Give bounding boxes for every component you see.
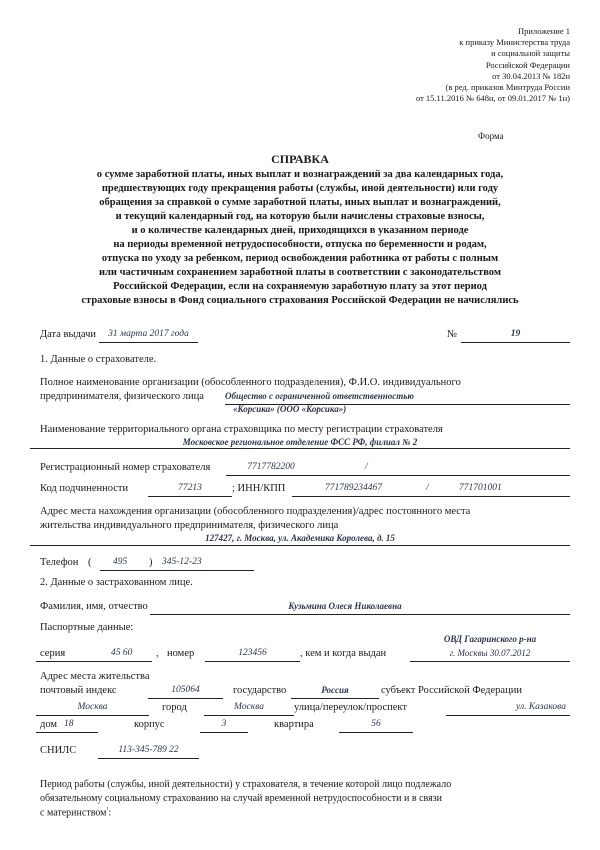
org-name-label-2: предпринимателя, физического лица — [40, 391, 204, 402]
street-value: ул. Казакова — [515, 702, 566, 712]
apartment-label: квартира — [274, 719, 314, 730]
header-line: и социальной защиты — [491, 48, 570, 59]
federal-subject-label: субъект Российской Федерации — [381, 685, 522, 696]
header-line: от 30.04.2013 № 182н — [492, 70, 570, 81]
building-label: корпус — [134, 719, 165, 730]
house-label: дом — [40, 719, 58, 730]
appendix-header — [416, 26, 570, 104]
work-period-colon: : — [108, 807, 112, 819]
org-name-value-1: Общество с ограниченной ответственностью — [225, 391, 414, 401]
subordination-code-value: 77213 — [178, 483, 202, 493]
territorial-body-label: Наименование территориального органа страховщика по месту регистрации страхователя — [40, 424, 443, 435]
snils-label: СНИЛС — [40, 745, 77, 756]
inn-kpp-label: ; ИНН/КПП — [232, 483, 286, 494]
passport-number-value: 123456 — [238, 648, 267, 658]
org-name-value-2: «Корсика» (ООО «Корсика») — [233, 404, 347, 414]
org-address-label-2: жительства индивидуального предпринимателя, физического лица — [40, 520, 339, 531]
section1-heading: 1. Данные о страхователе. — [40, 354, 157, 365]
kpp-value: 771701001 — [459, 483, 502, 493]
fio-label: Фамилия, имя, отчество — [40, 601, 148, 612]
title-line: страховые взносы в Фонд социального страхования Российской Федерации не начислялись — [81, 295, 519, 306]
country-label: государство — [233, 685, 287, 696]
inn-kpp-slash: / — [426, 483, 429, 493]
issue-date-label: Дата выдачи — [40, 329, 97, 340]
work-period-text-1: Период работы (службы, иной деятельности) у страхователя, в течение которой лицо подлежало — [40, 779, 452, 790]
title-line: и о количестве календарных дней, приходящихся в указанном периоде — [131, 225, 469, 236]
org-address-label: Адрес места нахождения организации (обособленного подразделения)/адрес постоянного места — [40, 506, 471, 517]
org-name-label: Полное наименование организации (обособленного подразделения), Ф.И.О. индивидуального — [40, 377, 461, 388]
title-line: на периоды временной нетрудоспособности, отпуска по беременности и родам, — [113, 239, 487, 250]
phone-close-paren: ) — [149, 557, 153, 568]
city-label: город — [162, 702, 187, 713]
title-line: о сумме заработной платы, иных выплат и вознаграждений за два календарных года, — [96, 169, 504, 180]
passport-label: Паспортные данные: — [40, 622, 134, 633]
title-line: или частичным сохранением заработной платы в соответствии с законодательством — [98, 267, 502, 278]
title-line: предшествующих году прекращения работы (службы, иной деятельности) или году — [101, 183, 499, 194]
phone-code-value: 495 — [113, 557, 128, 567]
inn-value: 771789234467 — [325, 483, 382, 493]
phone-label: Телефон — [40, 557, 79, 568]
territorial-body-value: Московское региональное отделение ФСС РФ, филиал № 2 — [182, 437, 418, 447]
org-address-value: 127427, г. Москва, ул. Академика Королева, д. 15 — [205, 533, 395, 543]
form-label: Форма — [478, 131, 504, 141]
footnote-marker: ¹ — [106, 807, 109, 813]
reg-number-slash: / — [365, 462, 368, 472]
issue-date-value: 31 марта 2017 года — [108, 329, 189, 339]
header-line: (в ред. приказов Минтруда России — [445, 82, 570, 93]
title-line: обращения за справкой о сумме заработной платы, иных выплат и вознаграждений, — [99, 197, 501, 208]
phone-open-paren: ( — [88, 557, 92, 568]
subordination-code-label: Код подчиненности — [40, 483, 129, 494]
passport-issued-label: , кем и когда выдан — [300, 648, 387, 659]
passport-issued-value-2: г. Москвы 30.07.2012 — [449, 648, 531, 658]
passport-series-label: серия — [40, 648, 66, 659]
section2-heading: 2. Данные о застрахованном лице. — [40, 577, 193, 588]
postcode-value: 105064 — [171, 685, 200, 695]
header-line: к приказу Министерства труда — [459, 37, 570, 48]
passport-number-label: номер — [167, 648, 195, 659]
passport-comma: , — [156, 648, 159, 659]
reg-number-label: Регистрационный номер страхователя — [40, 462, 211, 473]
city-value: Москва — [234, 702, 264, 712]
postcode-label: почтовый индекс — [40, 685, 117, 696]
federal-subject-value: Москва — [77, 702, 108, 712]
header-line: Приложение 1 — [518, 26, 570, 36]
issue-number-value: 19 — [510, 329, 521, 339]
passport-issued-value-1: ОВД Гагаринского р-на — [443, 634, 537, 644]
phone-number-value: 345-12-23 — [162, 557, 202, 567]
document-title: СПРАВКА — [271, 152, 329, 166]
house-value: 18 — [64, 719, 74, 729]
title-line: Российской Федерации, если на сохраняемую заработную плату за этот период — [113, 281, 487, 292]
issue-number-label: № — [447, 329, 458, 340]
apartment-value: 56 — [371, 719, 381, 729]
title-line: и текущий календарный год, на которую были начислены страховые взносы, — [115, 211, 485, 222]
snils-value: 113-345-789 22 — [118, 745, 179, 755]
work-period-text-3-main: с материнством — [40, 807, 107, 819]
header-line: от 15.11.2016 № 648н, от 09.01.2017 № 1н) — [415, 93, 570, 104]
title-line: отпуска по уходу за ребенком, период освобождения работника от работы с полным — [101, 253, 499, 264]
country-value: Россия — [321, 685, 349, 695]
building-value: 3 — [221, 719, 227, 729]
fio-value: Кузьмина Олеся Николаевна — [288, 601, 402, 611]
work-period-text-2: обязательному социальному страхованию на случай временной нетрудоспособности и в связи — [40, 793, 443, 804]
header-line: Российской Федерации — [485, 59, 570, 70]
reg-number-value: 7717782200 — [247, 462, 295, 472]
residence-label: Адрес места жительства — [40, 671, 150, 682]
street-label: улица/переулок/проспект — [294, 702, 407, 713]
work-period-text-3 — [40, 807, 111, 818]
passport-series-value: 45 60 — [111, 648, 133, 658]
